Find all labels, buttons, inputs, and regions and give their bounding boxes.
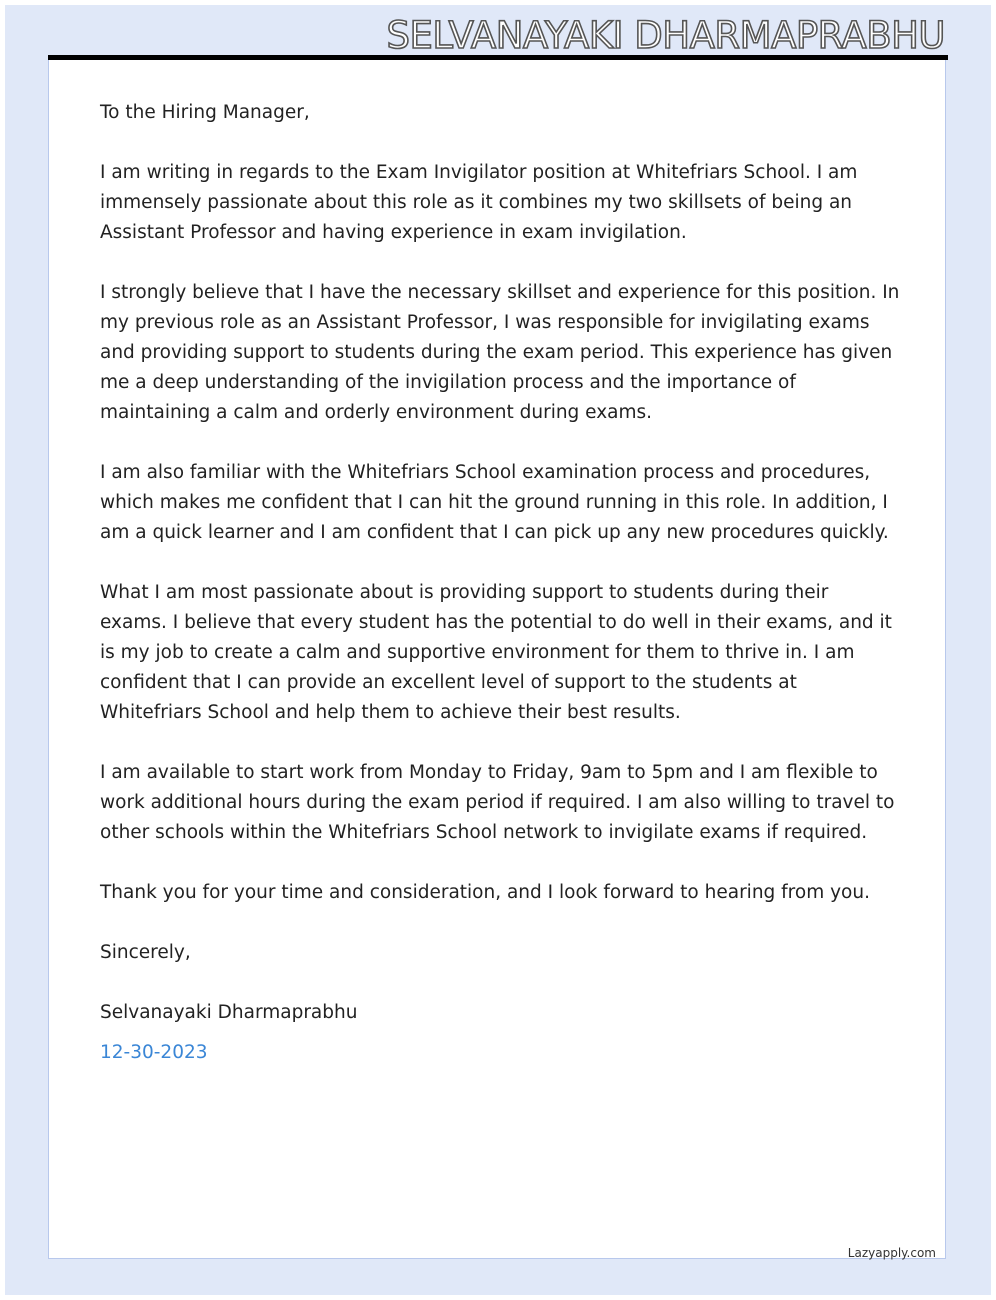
letter-paragraph: Thank you for your time and consideration, and I look forward to hearing from you. bbox=[100, 882, 870, 903]
closing: Sincerely, bbox=[100, 942, 191, 963]
letter-paragraph: I am also familiar with the Whitefriars School examination process and procedures, which makes me confident that I can hit the ground running in this role. In addition, I am a quick learner and I am confident that I can pick up any new procedures quickly. bbox=[100, 462, 889, 543]
footer-brand: Lazyapply.com bbox=[847, 1246, 936, 1260]
letter-paragraph: I am available to start work from Monday to Friday, 9am to 5pm and I am flexible to work additional hours during the exam period if required. I am also willing to travel to other schools within the Whitefriars School network to invigilate exams if required. bbox=[100, 762, 895, 843]
cover-letter-body bbox=[100, 98, 900, 1068]
letter-paragraph: I am writing in regards to the Exam Invigilator position at Whitefriars School. I am immensely passionate about this role as it combines my two skillsets of being an Assistant Professor and having experience in exam invigilation. bbox=[100, 162, 858, 243]
letter-date: 12-30-2023 bbox=[100, 1042, 208, 1063]
applicant-name-heading: SELVANAYAKI DHARMAPRABHU bbox=[386, 14, 945, 57]
letter-paragraph: What I am most passionate about is providing support to students during their exams. I believe that every student has the potential to do well in their exams, and it is my job to create a calm and supportive environment for them to thrive in. I am confident that I can provide an excellent level of support to the students at Whitefriars School and help them to achieve their best results. bbox=[100, 582, 892, 723]
signature-name: Selvanayaki Dharmaprabhu bbox=[100, 1002, 358, 1023]
salutation: To the Hiring Manager, bbox=[100, 102, 310, 123]
letter-paragraph: I strongly believe that I have the necessary skillset and experience for this position. In my previous role as an Assistant Professor, I was responsible for invigilating exams and providing support to students during the exam period. This experience has given me a deep understanding of the invigilation process and the importance of maintaining a calm and orderly environment during exams. bbox=[100, 282, 900, 423]
